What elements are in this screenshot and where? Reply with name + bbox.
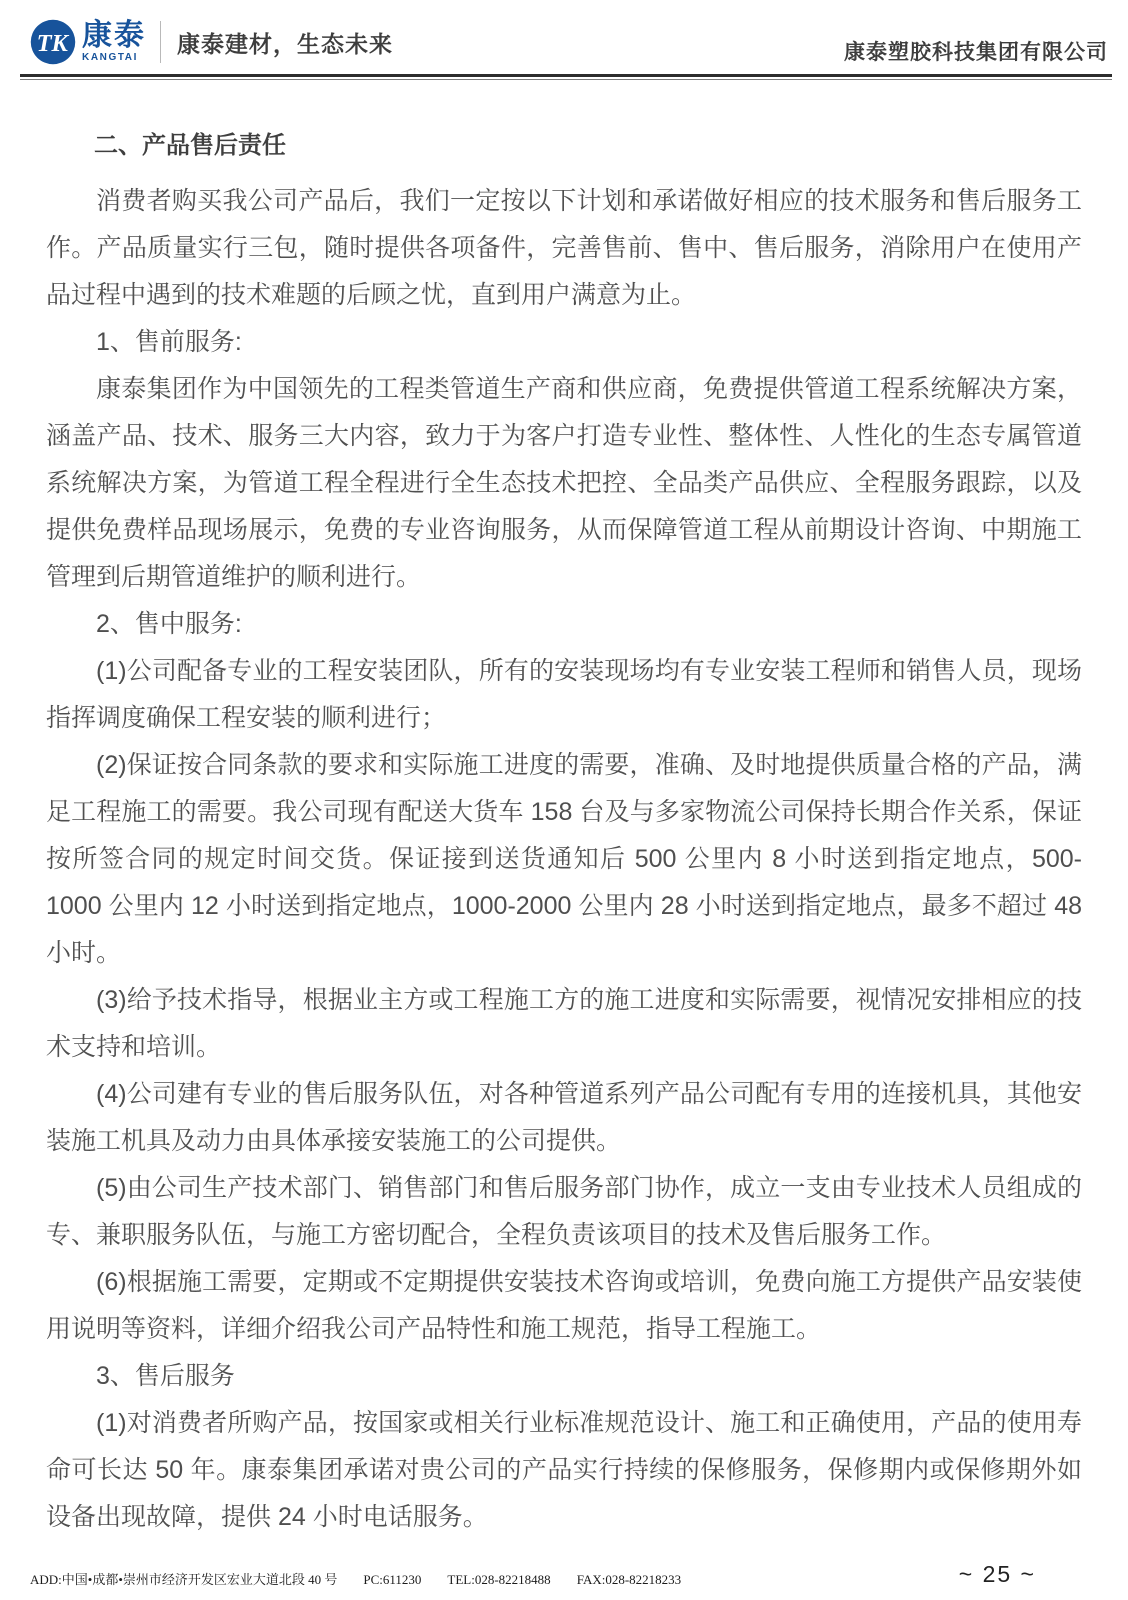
paragraph: (3)给予技术指导，根据业主方或工程施工方的施工进度和实际需要，视情况安排相应的技术支持和培训。 — [46, 986, 1082, 1061]
paragraph: 消费者购买我公司产品后，我们一定按以下计划和承诺做好相应的技术服务和售后服务工作。产品质量实行三包，随时提供各项备件，完善售前、售中、售后服务，消除用户在使用产品过程中遇到的技术难题的后顾之忧，直到用户满意为止。 — [46, 187, 1082, 309]
kangtai-logo — [30, 19, 146, 65]
paragraph: (5)由公司生产技术部门、销售部门和售后服务部门协作，成立一支由专业技术人员组成的专、兼职服务队伍，与施工方密切配合，全程负责该项目的技术及售后服务工作。 — [46, 1174, 1082, 1249]
section-title: 二、产品售后责任 — [94, 132, 286, 159]
logo-brand-cn: 康泰 — [82, 19, 146, 52]
section-heading: 3、售后服务 — [96, 1362, 235, 1390]
logo-brand-en: KANGTAI — [82, 52, 139, 63]
paragraph: (1)对消费者所购产品，按国家或相关行业标准规范设计、施工和正确使用，产品的使用寿命可长达 50 年。康泰集团承诺对贵公司的产品实行持续的保修服务，保修期内或保修期外如设备出现故障，提供 24 小时电话服务。 — [46, 1409, 1082, 1531]
footer-tel: TEL:028-82218488 — [447, 1572, 551, 1587]
footer-address: ADD:中国•成都•崇州市经济开发区宏业大道北段 40 号 — [30, 1572, 338, 1587]
paragraph: (2)保证按合同条款的要求和实际施工进度的需要，准确、及时地提供质量合格的产品，满足工程施工的需要。我公司现有配送大货车 158 台及与多家物流公司保持长期合作关系，保证按所签合同的规定时间交货。保证接到送货通知后 500 公里内 8 小时送到指定地点，500-1000 公里内 12 小时送到指定地点，1000-2000 公里内 28 小时送到指定地点，最多不超过 48 小时。 — [46, 751, 1082, 967]
paragraph: 康泰集团作为中国领先的工程类管道生产商和供应商，免费提供管道工程系统解决方案，涵盖产品、技术、服务三大内容，致力于为客户打造专业性、整体性、人性化的生态专属管道系统解决方案，为管道工程全程进行全生态技术把控、全品类产品供应、全程服务跟踪，以及提供免费样品现场展示，免费的专业咨询服务，从而保障管道工程从前期设计咨询、中期施工管理到后期管道维护的顺利进行。 — [46, 375, 1082, 591]
paragraph: (1)公司配备专业的工程安装团队，所有的安装现场均有专业安装工程师和销售人员，现场指挥调度确保工程安装的顺利进行； — [46, 657, 1082, 732]
header-vertical-divider — [160, 21, 161, 63]
header-company-name: 康泰塑胶科技集团有限公司 — [844, 41, 1108, 64]
footer-fax: FAX:028-82218233 — [576, 1572, 682, 1587]
header-tagline: 康泰建材，生态未来 — [177, 30, 393, 57]
page-header — [0, 0, 1128, 80]
footer-contact-info — [30, 1569, 681, 1588]
page-footer — [0, 1561, 1128, 1600]
paragraph: (6)根据施工需要，定期或不定期提供安装技术咨询或培训，免费向施工方提供产品安装使用说明等资料，详细介绍我公司产品特性和施工规范，指导工程施工。 — [46, 1268, 1082, 1343]
logo-wordmark — [82, 21, 146, 63]
page-number: ~ 25 ~ — [958, 1561, 1036, 1587]
document-body — [0, 80, 1128, 1561]
kangtai-logo-icon — [30, 19, 76, 65]
section-heading: 1、售前服务: — [96, 328, 242, 356]
section-heading: 2、售中服务: — [96, 610, 242, 638]
footer-postcode: PC:611230 — [363, 1572, 422, 1587]
paragraph: (4)公司建有专业的售后服务队伍，对各种管道系列产品公司配有专用的连接机具，其他安装施工机具及动力由具体承接安装施工的公司提供。 — [46, 1080, 1082, 1155]
svg-text:TK: TK — [36, 30, 68, 58]
